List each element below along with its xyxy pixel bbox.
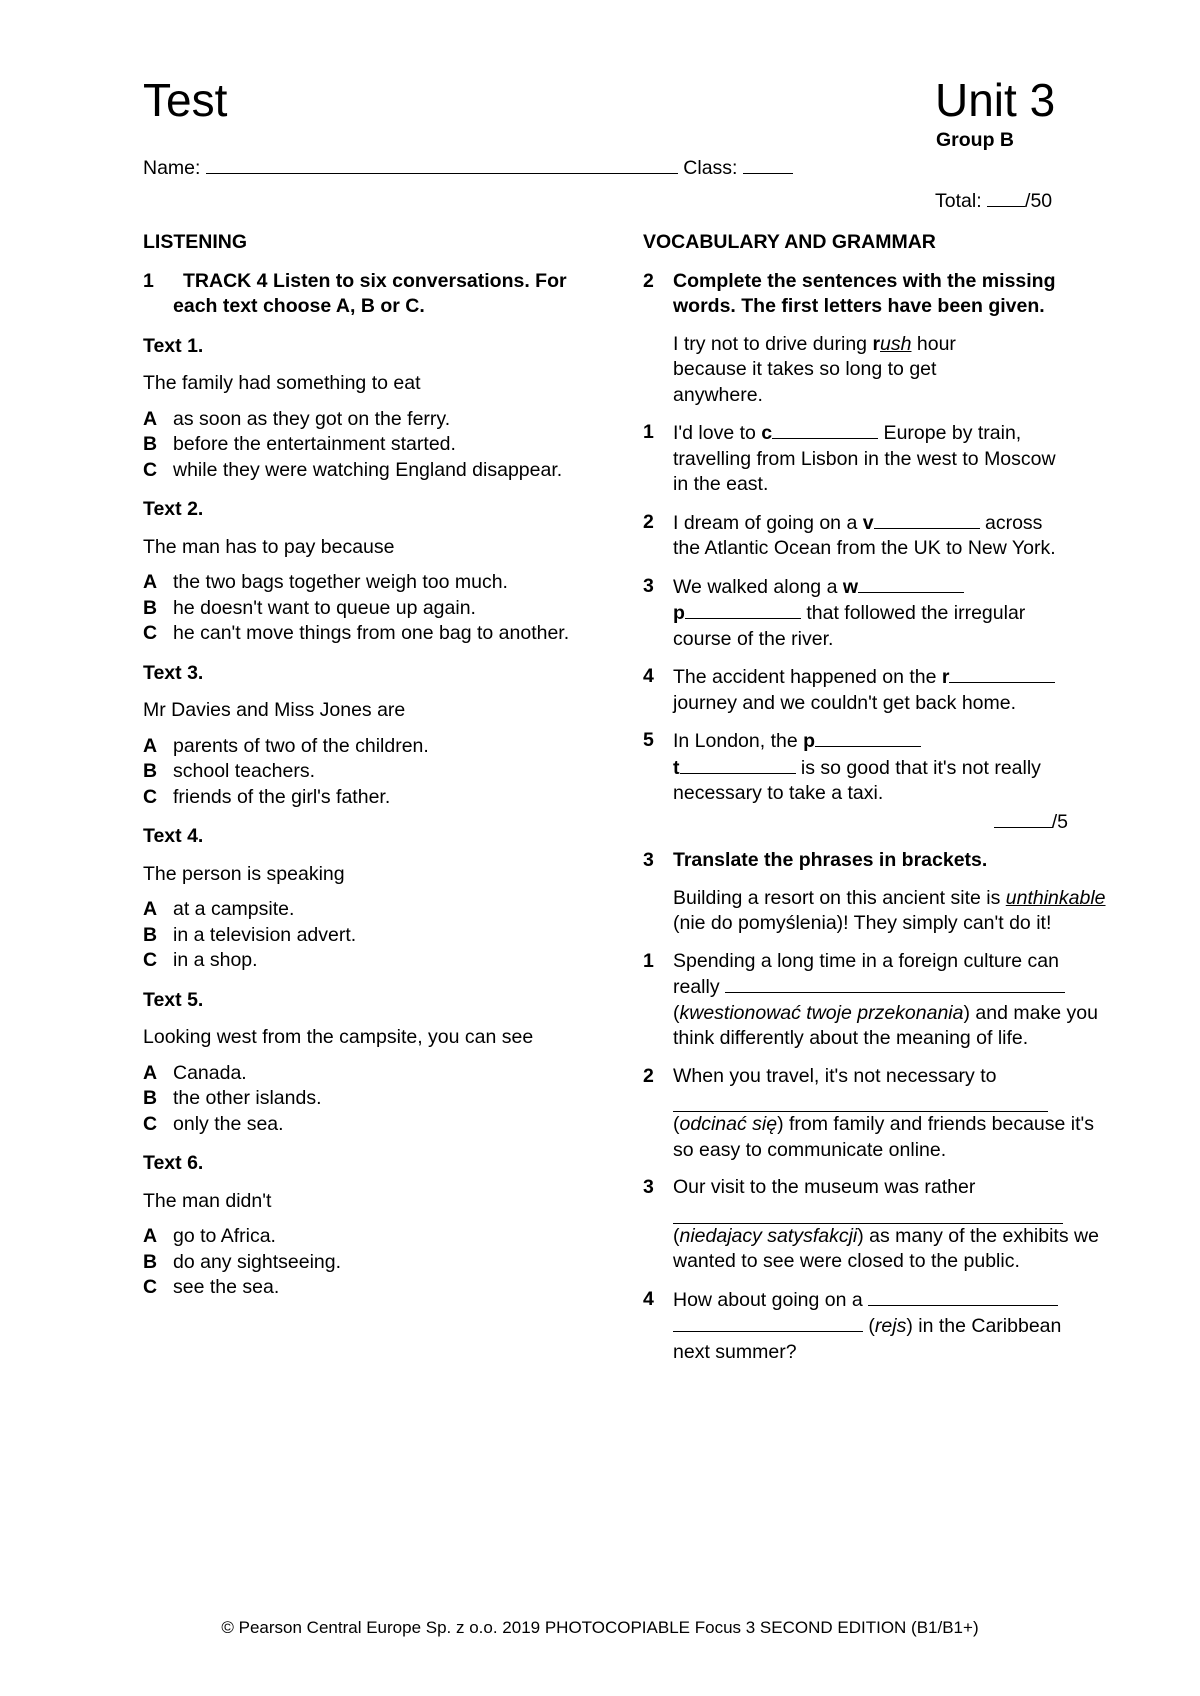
track-label: TRACK 4 — [183, 269, 268, 292]
item-text — [673, 949, 1103, 1052]
question-stem: Looking west from the campsite, you can see — [143, 1026, 534, 1048]
option-c[interactable] — [143, 621, 573, 647]
task-2-item — [643, 510, 1123, 562]
total-label: Total: — [935, 190, 982, 212]
options-list — [143, 734, 573, 811]
text-label: Text 1. — [143, 334, 204, 357]
item-before: Our visit to the museum was rather — [673, 1176, 976, 1198]
item-before: The accident happened on the — [673, 666, 942, 688]
instruction-text: Listen to six conversations. For each text choose A, B or C. — [173, 269, 567, 317]
item-text — [673, 664, 1073, 716]
polish-phrase: odcinać się — [679, 1113, 778, 1135]
example-answer: unthinkable — [1005, 886, 1106, 909]
task-2-item — [643, 728, 1123, 807]
options-list — [143, 1224, 573, 1301]
item-before: We walked along a — [673, 575, 843, 598]
first-letter: p — [673, 602, 685, 624]
option-text: only the sea. — [173, 1112, 284, 1135]
first-letter: r — [941, 666, 950, 688]
listening-text-block — [143, 497, 613, 647]
text-label: Text 6. — [143, 1152, 204, 1174]
option-b[interactable] — [143, 759, 573, 785]
question-stem: The man has to pay because — [143, 535, 395, 558]
item-text — [673, 510, 1073, 562]
polish-phrase: niedajacy satysfakcji — [679, 1224, 858, 1247]
score-max: /5 — [1051, 810, 1068, 833]
answer-blank[interactable] — [874, 510, 980, 529]
option-a[interactable] — [143, 734, 573, 760]
option-letter: B — [143, 596, 158, 619]
item-before: I'd love to — [673, 422, 762, 444]
item-number: 2 — [643, 1064, 654, 1087]
option-text: at a campsite. — [173, 898, 295, 920]
item-after: in the Caribbean next summer? — [673, 1315, 1062, 1363]
answer-blank[interactable] — [949, 664, 1055, 683]
first-letter: v — [862, 511, 874, 534]
option-text: in a television advert. — [173, 923, 357, 946]
option-text: parents of two of the children. — [173, 734, 429, 757]
item-text — [673, 574, 1073, 653]
task-2-text: Complete the sentences with the missing words. The first letters have been given. — [673, 269, 1056, 317]
item-after: that followed the irregular course of the river. — [673, 602, 1026, 650]
item-after: and make you think differently about the meaning of life. — [673, 1001, 1098, 1049]
item-number: 4 — [643, 1287, 654, 1310]
text-label: Text 5. — [143, 988, 204, 1011]
task-2-item — [643, 574, 1123, 653]
option-text: go to Africa. — [173, 1225, 276, 1247]
option-text: he doesn't want to queue up again. — [173, 596, 476, 619]
question-stem: The person is speaking — [143, 862, 345, 885]
item-text — [673, 728, 1073, 807]
option-letter: C — [143, 785, 158, 808]
option-a[interactable] — [143, 1061, 573, 1087]
option-letter: B — [143, 1250, 158, 1273]
task-3-item — [643, 1175, 1123, 1275]
translation-phrase: (kwestionować twoje przekonania) — [673, 1001, 970, 1024]
option-a[interactable] — [143, 1224, 573, 1250]
listening-text-block — [143, 824, 613, 974]
name-class-row — [143, 155, 843, 182]
task-2-score — [643, 809, 1123, 836]
first-letter: w — [842, 575, 858, 598]
task-2-instruction — [643, 269, 1123, 320]
item-before: In London, the — [673, 730, 804, 752]
listening-section — [143, 230, 613, 1301]
listening-text-block — [143, 661, 613, 811]
option-a[interactable] — [143, 407, 573, 433]
text-label: Text 4. — [143, 825, 204, 847]
task-3-example — [673, 886, 1123, 937]
option-a[interactable] — [143, 897, 573, 923]
answer-blank[interactable] — [685, 600, 801, 619]
option-text: see the sea. — [173, 1276, 280, 1298]
item-before: How about going on a — [673, 1288, 863, 1311]
text-label: Text 3. — [143, 661, 204, 684]
question-stem: The man didn't — [143, 1189, 272, 1212]
item-number: 5 — [643, 729, 654, 751]
option-b[interactable] — [143, 596, 573, 622]
option-text: school teachers. — [173, 760, 315, 782]
option-text: do any sightseeing. — [173, 1250, 342, 1273]
option-letter: A — [143, 1061, 158, 1084]
option-letter: C — [143, 1276, 158, 1298]
task-3-number: 3 — [643, 849, 654, 871]
answer-blank[interactable] — [680, 755, 796, 774]
option-text: in a shop. — [173, 949, 258, 971]
example-letter: r — [872, 332, 881, 355]
option-text: the other islands. — [173, 1087, 322, 1109]
option-b[interactable] — [143, 1250, 573, 1276]
answer-blank[interactable] — [772, 420, 878, 439]
task-2-item — [643, 664, 1123, 716]
question-stem: Mr Davies and Miss Jones are — [143, 699, 406, 721]
option-text: he can't move things from one bag to another. — [173, 622, 570, 644]
option-letter: C — [143, 949, 158, 971]
vocab-heading: VOCABULARY AND GRAMMAR — [643, 231, 936, 253]
option-letter: A — [143, 571, 158, 593]
page-title: Test — [143, 74, 228, 126]
polish-phrase: kwestionować twoje przekonania — [679, 1001, 964, 1024]
option-letter: A — [143, 407, 158, 430]
vocab-section — [643, 230, 1123, 1365]
item-text — [673, 1064, 1103, 1164]
class-label: Class: — [683, 157, 738, 179]
unit-label: Unit 3 — [935, 74, 1056, 126]
option-text: Canada. — [173, 1061, 247, 1084]
option-letter: A — [143, 734, 158, 757]
option-letter: B — [143, 760, 158, 782]
item-before: I dream of going on a — [673, 511, 863, 534]
class-field[interactable] — [743, 155, 793, 174]
options-list — [143, 897, 573, 974]
item-text — [673, 1287, 1103, 1366]
translation-phrase: (niedajacy satysfakcji) — [673, 1224, 864, 1247]
item-after: across the Atlantic Ocean from the UK to New York. — [673, 511, 1056, 559]
option-letter: C — [143, 458, 158, 481]
answer-blank[interactable] — [725, 974, 1065, 993]
item-number: 2 — [643, 510, 654, 533]
task-3-instruction — [643, 848, 1123, 874]
example-text: Building a resort on this ancient site is — [673, 886, 1006, 909]
answer-blank[interactable] — [673, 1313, 863, 1332]
total-field[interactable] — [987, 188, 1025, 207]
name-field[interactable] — [206, 155, 678, 174]
options-list — [143, 570, 573, 647]
option-text: while they were watching England disappear. — [173, 458, 563, 481]
task-3-item — [643, 1064, 1123, 1164]
answer-blank[interactable] — [673, 1089, 1048, 1112]
option-letter: A — [143, 898, 158, 920]
option-c[interactable] — [143, 785, 573, 811]
example-text: I try not to drive during — [673, 332, 873, 355]
item-after: Europe by train, travelling from Lisbon in the west to Moscow in the east. — [673, 422, 1056, 495]
option-a[interactable] — [143, 570, 573, 596]
item-text — [673, 420, 1073, 498]
task-1-instruction — [143, 269, 613, 320]
item-number: 3 — [643, 1176, 654, 1198]
option-text: before the entertainment started. — [173, 433, 456, 455]
first-letter: t — [673, 756, 680, 779]
text-label: Text 2. — [143, 498, 204, 520]
listening-text-block — [143, 988, 613, 1138]
total-row — [935, 188, 1052, 215]
options-list — [143, 407, 573, 484]
first-letter: p — [803, 730, 816, 752]
answer-blank[interactable] — [868, 1287, 1058, 1306]
item-before: Spending a long time in a foreign culture can really — [673, 949, 1059, 998]
name-label: Name: — [143, 157, 201, 179]
total-max: /50 — [1025, 190, 1053, 212]
first-letter: c — [761, 422, 773, 444]
footer-copyright: © Pearson Central Europe Sp. z o.o. 2019 PHOTOCOPIABLE Focus 3 SECOND EDITION (B1/B1+) — [221, 1618, 979, 1637]
option-b[interactable] — [143, 432, 573, 458]
listening-text-block — [143, 334, 613, 484]
option-c[interactable] — [143, 458, 573, 484]
option-letter: B — [143, 1087, 158, 1109]
listening-heading: LISTENING — [143, 231, 248, 253]
item-number: 1 — [643, 421, 654, 443]
option-text: friends of the girl's father. — [173, 785, 391, 808]
option-b[interactable] — [143, 1086, 573, 1112]
example-text-after: hour because it takes so long to get anywhere. — [673, 332, 956, 406]
option-c[interactable] — [143, 1275, 573, 1301]
option-text: the two bags together weigh too much. — [173, 571, 508, 593]
item-before: When you travel, it's not necessary to — [673, 1064, 997, 1087]
example-text-after: (nie do pomyślenia)! They simply can't do it! — [673, 912, 1052, 934]
answer-blank[interactable] — [673, 1201, 1063, 1224]
answer-blank[interactable] — [815, 728, 921, 747]
option-c[interactable] — [143, 1112, 573, 1138]
item-after: journey and we couldn't get back home. — [673, 691, 1017, 714]
option-letter: B — [143, 433, 158, 455]
item-text — [673, 1175, 1103, 1275]
task-number: 1 — [143, 269, 154, 292]
group-label: Group B — [936, 129, 1014, 151]
task-2-example — [673, 332, 1003, 409]
option-letter: C — [143, 622, 158, 644]
option-letter: B — [143, 923, 158, 946]
option-b[interactable] — [143, 923, 573, 949]
polish-phrase: rejs — [874, 1315, 907, 1337]
score-field[interactable] — [994, 809, 1052, 828]
item-number: 3 — [643, 574, 654, 597]
question-stem: The family had something to eat — [143, 372, 421, 394]
task-3-text: Translate the phrases in brackets. — [673, 849, 988, 871]
task-3-item — [643, 1287, 1123, 1366]
item-number: 4 — [643, 665, 654, 687]
task-2-item — [643, 420, 1123, 498]
option-letter: A — [143, 1225, 158, 1247]
item-after: is so good that it's not really necessary to take a taxi. — [673, 756, 1041, 804]
options-list — [143, 1061, 573, 1138]
item-after: as many of the exhibits we wanted to see were closed to the public. — [673, 1224, 1099, 1272]
task-2-number: 2 — [643, 269, 654, 292]
listening-text-block — [143, 1151, 613, 1301]
item-number: 1 — [643, 949, 654, 972]
answer-blank[interactable] — [858, 574, 964, 593]
option-c[interactable] — [143, 948, 573, 974]
option-letter: C — [143, 1112, 158, 1135]
example-answer: ush — [880, 332, 912, 355]
option-text: as soon as they got on the ferry. — [173, 407, 451, 430]
translation-phrase: (odcinać się) — [673, 1113, 784, 1135]
item-after: from family and friends because it's so easy to communicate online. — [673, 1113, 1095, 1161]
translation-phrase: (rejs) — [863, 1315, 913, 1337]
task-3-item — [643, 949, 1123, 1052]
